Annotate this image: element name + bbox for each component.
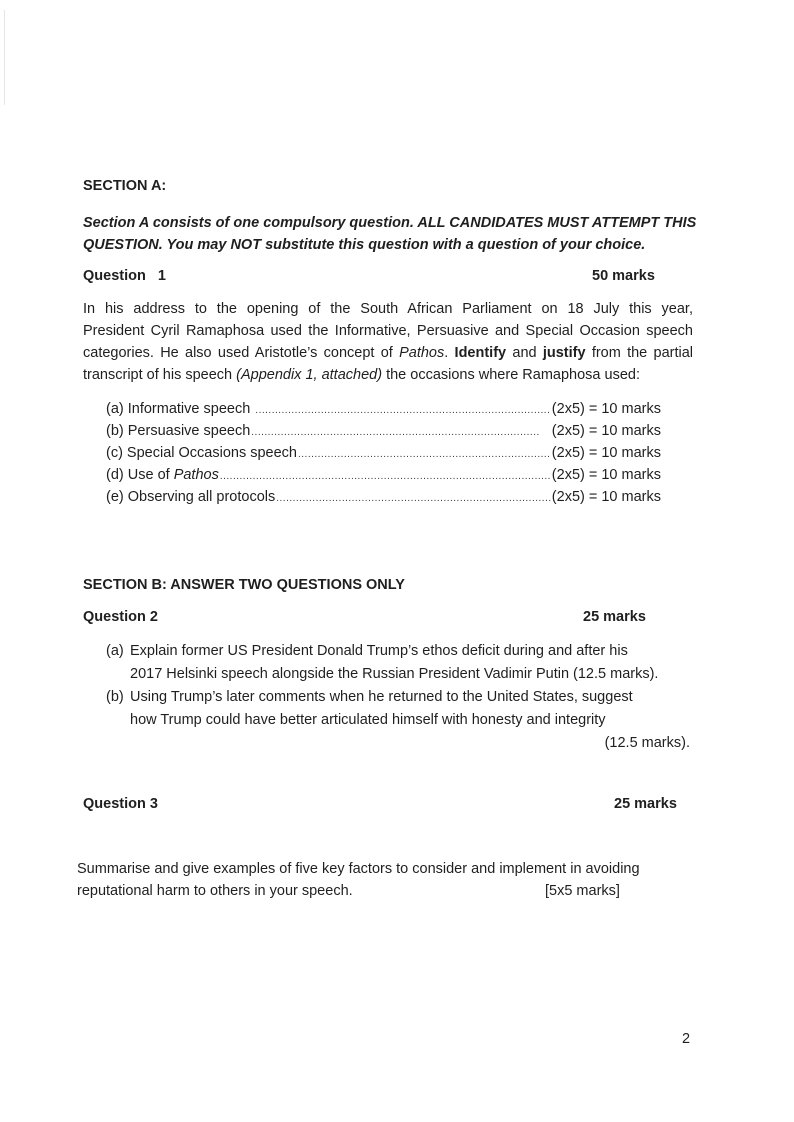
- question-1-item-c: [106, 442, 661, 464]
- question-1-item-e: [106, 486, 661, 508]
- prompt-line-4: [83, 364, 693, 386]
- question-2-marks: 25 marks: [583, 609, 646, 625]
- part-b-marks: (12.5 marks).: [604, 735, 690, 751]
- prompt-text: the occasions where Ramaphosa used:: [382, 367, 640, 383]
- pathos-term: Pathos: [399, 345, 445, 361]
- justify-keyword: justify: [542, 345, 586, 361]
- question-1-item-b: [106, 420, 661, 442]
- leader-dots: [220, 466, 551, 488]
- question-3-marks-note: [5x5 marks]: [545, 883, 620, 899]
- question-1-marks: 50 marks: [592, 268, 655, 284]
- part-b-line-1: Using Trump’s later comments when he returned to the United States, suggest: [130, 689, 633, 705]
- section-b-heading: SECTION B: ANSWER TWO QUESTIONS ONLY: [83, 577, 405, 593]
- page-number: 2: [682, 1031, 691, 1047]
- item-marks: (2x5) = 10 marks: [551, 445, 661, 461]
- item-marks: (2x5) = 10 marks: [547, 423, 661, 439]
- item-label: (a) Informative speech: [106, 401, 255, 417]
- question-2-parts: [106, 640, 696, 755]
- prompt-line-3: [83, 342, 693, 364]
- question-1-item-d: [106, 464, 661, 486]
- question-3-label: Question 3: [83, 796, 158, 812]
- item-label: (c) Special Occasions speech: [106, 445, 297, 461]
- item-marks: (2x5) = 10 marks: [551, 401, 661, 417]
- part-letter: (b): [106, 689, 124, 705]
- appendix-reference: (Appendix 1, attached): [236, 367, 383, 383]
- question-3-line-2: reputational harm to others in your speech.: [77, 883, 353, 899]
- section-a-instruction-line2: QUESTION. You may NOT substitute this question with a question of your choice.: [83, 237, 646, 253]
- question-3-marks: 25 marks: [614, 796, 677, 812]
- part-text: [130, 640, 696, 686]
- prompt-line-2: President Cyril Ramaphosa used the Informative, Persuasive and Special Occasion speech: [83, 323, 693, 339]
- question-2-part-b: [106, 686, 696, 755]
- prompt-text: transcript of his speech: [83, 367, 237, 383]
- part-b-line-2: how Trump could have better articulated himself with honesty and integrity: [130, 712, 606, 728]
- section-a-heading: SECTION A:: [83, 178, 167, 194]
- leader-dots: [251, 422, 540, 444]
- item-marks: (2x5) = 10 marks: [551, 467, 661, 483]
- part-a-line-2: 2017 Helsinki speech alongside the Russian President Vadimir Putin (12.5 marks).: [130, 666, 659, 682]
- identify-keyword: Identify: [454, 345, 507, 361]
- item-label: (e) Observing all protocols: [106, 489, 276, 505]
- item-label: [106, 464, 219, 486]
- question-2-label: Question 2: [83, 609, 158, 625]
- prompt-text: from the partial: [585, 345, 694, 361]
- prompt-text: and: [506, 345, 543, 361]
- prompt-text: categories. He also used Aristotle’s concept of: [83, 345, 400, 361]
- part-letter: (a): [106, 643, 124, 659]
- part-text: [130, 686, 696, 755]
- prompt-text: .: [444, 345, 455, 361]
- prompt-line-1: In his address to the opening of the South African Parliament on 18 July this year,: [83, 301, 693, 317]
- question-1-item-a: [106, 398, 661, 420]
- question-3-line-1: Summarise and give examples of five key factors to consider and implement in avoiding: [77, 861, 640, 877]
- item-label: (b) Persuasive speech: [106, 423, 251, 439]
- pathos-term: Pathos: [173, 467, 219, 483]
- leader-dots: [255, 400, 551, 422]
- question-2-part-a: [106, 640, 696, 686]
- leader-dots: [298, 444, 551, 466]
- item-marks: (2x5) = 10 marks: [551, 489, 661, 505]
- item-label-text: (d) Use of: [106, 467, 174, 483]
- section-a-instruction-line1: Section A consists of one compulsory question. ALL CANDIDATES MUST ATTEMPT THIS: [83, 215, 697, 231]
- question-1-label: Question 1: [83, 268, 166, 284]
- leader-dots: [276, 488, 551, 510]
- question-1-prompt: [83, 298, 693, 386]
- scan-edge-artifact: [4, 10, 5, 105]
- part-a-line-1: Explain former US President Donald Trump’s ethos deficit during and after his: [130, 643, 628, 659]
